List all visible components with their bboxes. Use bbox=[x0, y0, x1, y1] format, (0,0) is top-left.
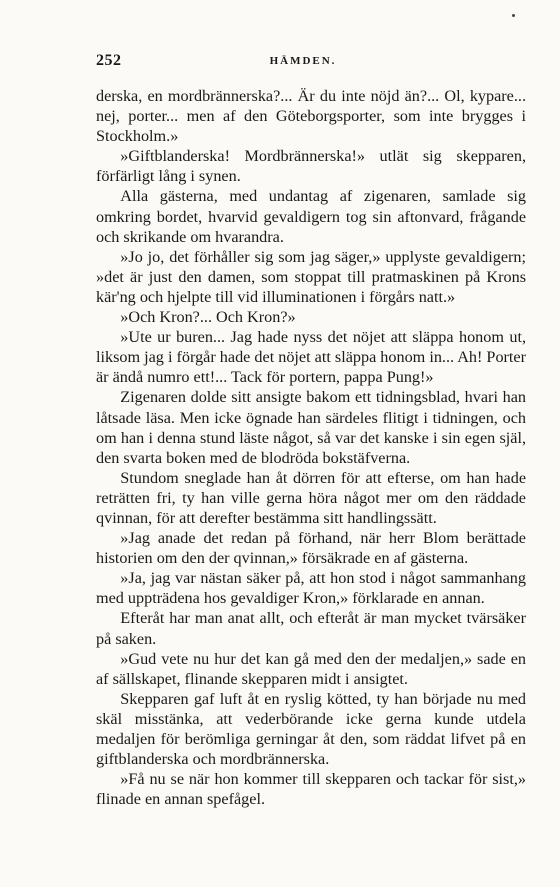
paragraph: Zigenaren dolde sitt ansigte bakom ett tidningsblad, hvari han låtsade läsa. Men icke ögnade han särdeles flitigt i tidningen, och om han i denna stund läste något, så var det kanske i sin egen själ, den svarta boken med de blodröda bokstäfverna. bbox=[96, 388, 526, 467]
paragraph: Efteråt har man anat allt, och efteråt är man mycket tvärsäker på saken. bbox=[96, 609, 526, 648]
page-header bbox=[96, 52, 510, 72]
paragraph: Stundom sneglade han åt dörren för att efterse, om han hade reträtten fri, ty han ville gerna höra något mer om den räddade qvinnan, för att derefter bestämma sitt handlingssätt. bbox=[96, 468, 526, 527]
paragraph: »Jo jo, det förhåller sig som jag säger,» upplyste gevaldigern; »det är just den damen, som stoppat till pratmaskinen på Krons kär'ng och hjelpte till vid illuminationen i förgårs natt.» bbox=[96, 247, 526, 306]
paragraph: »Jag anade det redan på förhand, när herr Blom berättade historien om den der qvinnan,» försäkrade en af gästerna. bbox=[96, 529, 526, 568]
page-number: 252 bbox=[96, 52, 122, 69]
paragraph: »Gud vete nu hur det kan gå med den der medaljen,» sade en af sällskapet, flinande skepparen midt i ansigtet. bbox=[96, 649, 526, 688]
paragraph: »Ja, jag var nästan säker på, att hon stod i något sammanhang med uppträdena hos gevaldiger Kron,» förklarade en annan. bbox=[96, 569, 526, 608]
paragraph: »Ute ur buren... Jag hade nyss det nöjet att släppa honom ut, liksom jag i förgår hade det nöjet att släppa honom in... Ah! Porter är ändå numro ett!... Tack för portern, pappa Pung!» bbox=[96, 328, 526, 387]
ink-speck bbox=[512, 14, 515, 17]
paragraph: derska, en mordbrännerska?... Är du inte nöjd än?... Ol, kypare... nej, porter... men af den Göteborgsporter, som inte brygges i Stockholm.» bbox=[96, 87, 526, 146]
paragraph: »Giftblanderska! Mordbrännerska!» utlät sig skepparen, förfärligt lång i synen. bbox=[96, 147, 526, 186]
page-body bbox=[96, 86, 526, 809]
running-title: HÄMDEN. bbox=[269, 55, 337, 67]
paragraph: Alla gästerna, med undantag af zigenaren, samlade sig omkring bordet, hvarvid gevaldigern tog sin aftonvard, frågande och skrikande om hvarandra. bbox=[96, 187, 526, 246]
paragraph: Skepparen gaf luft åt en ryslig kötted, ty han började nu med skäl misstänka, att vederbörande icke gerna kunde utdela medaljen för berömliga gerningar åt den, som räddat lifvet på en giftblanderska och mordbrännerska. bbox=[96, 689, 526, 769]
paragraph: »Och Kron?... Och Kron?» bbox=[120, 308, 296, 327]
paragraph: »Få nu se när hon kommer till skepparen och tackar för sist,» flinade en annan spefågel. bbox=[96, 770, 526, 809]
